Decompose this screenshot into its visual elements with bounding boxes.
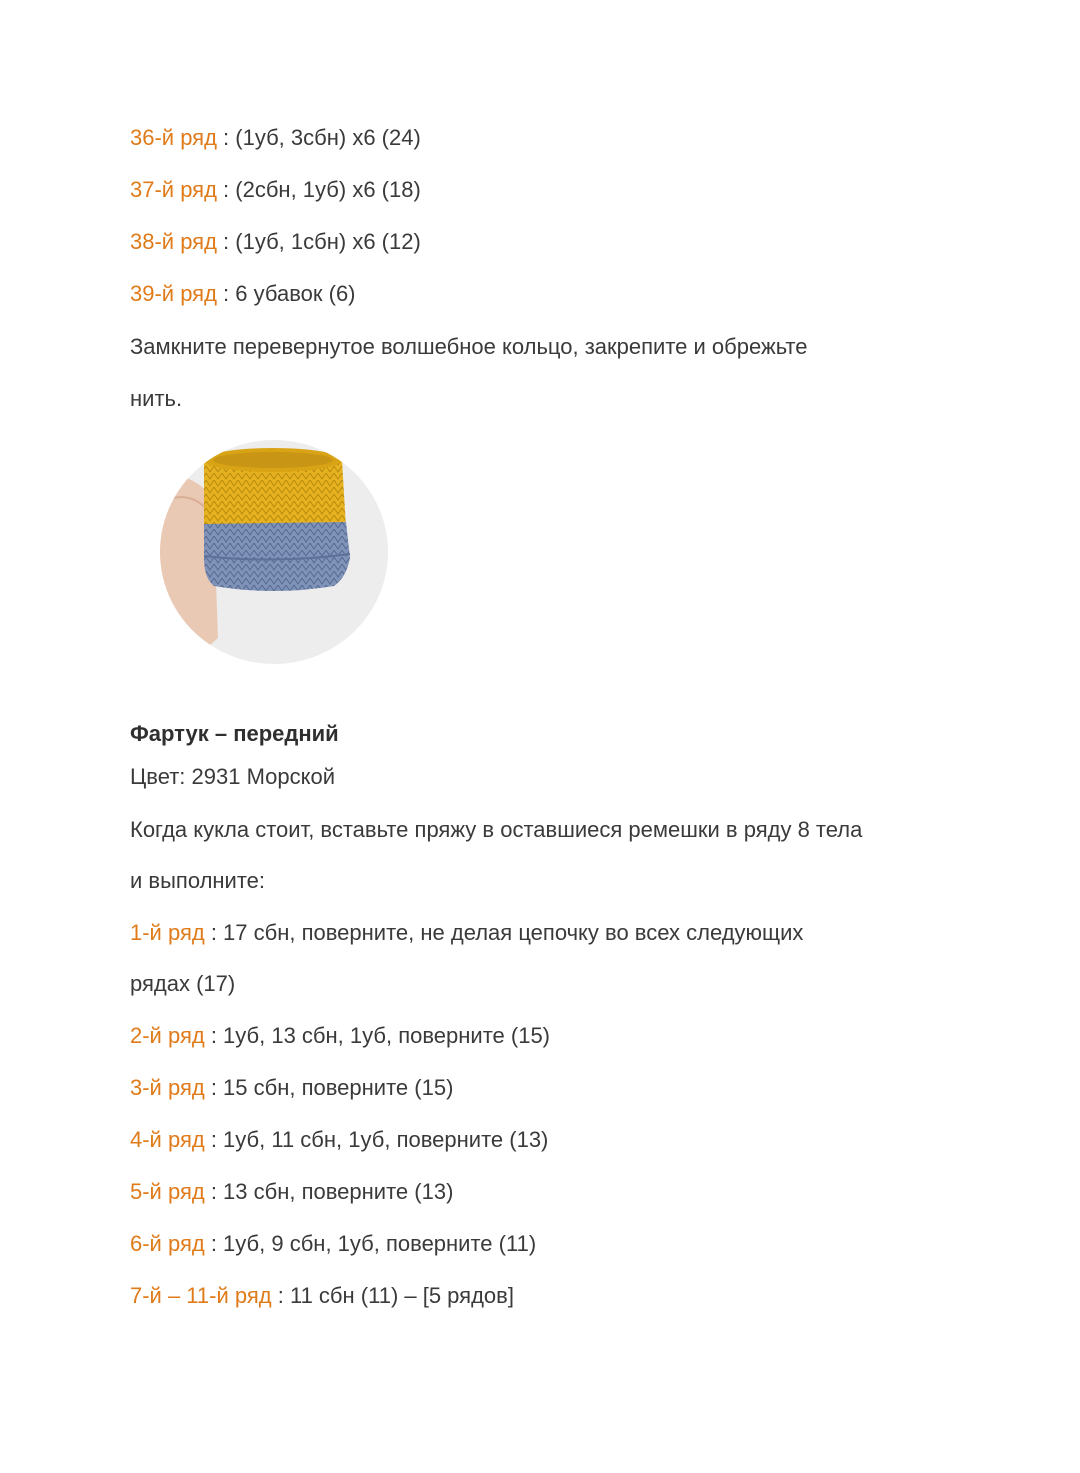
apron-row-2 [130,1021,550,1051]
row-instruction: : 11 сбн (11) – [5 рядов] [271,1283,514,1308]
row-label: 4-й ряд [130,1127,205,1152]
apron-row-7-11 [130,1281,514,1311]
row-label: 36-й ряд [130,125,217,150]
row-label: 39-й ряд [130,281,217,306]
row-instruction: : (1уб, 3сбн) х6 (24) [216,125,421,150]
apron-row-5 [130,1177,453,1207]
apron-row-4 [130,1125,548,1155]
row-label: 5-й ряд [130,1179,205,1204]
closing-text-line-2: нить. [130,386,183,411]
row-instruction: : 1уб, 13 сбн, 1уб, поверните (15) [204,1023,551,1048]
row-38 [130,227,421,257]
row-instruction: : 15 сбн, поверните (15) [204,1075,454,1100]
apron-row-3 [130,1073,453,1103]
row-label: 6-й ряд [130,1231,205,1256]
apron-row-6 [130,1229,536,1259]
row-instruction: : 1уб, 9 сбн, 1уб, поверните (11) [204,1231,537,1256]
intro-line-1: Когда кукла стоит, вставьте пряжу в оставшиеся ремешки в ряду 8 тела [130,817,863,842]
row-label: 1-й ряд [130,920,205,945]
apron-row-1-continued: рядах (17) [130,971,236,996]
row-label: 38-й ряд [130,229,217,254]
row-instruction: : (2сбн, 1уб) х6 (18) [216,177,421,202]
apron-row-1 [130,918,803,948]
row-39 [130,279,356,309]
row-instruction: : (1уб, 1сбн) х6 (12) [216,229,421,254]
row-37 [130,175,421,205]
row-instruction: : 13 сбн, поверните (13) [204,1179,454,1204]
row-instruction: : 6 убавок (6) [216,281,356,306]
row-instruction: : 1уб, 11 сбн, 1уб, поверните (13) [204,1127,549,1152]
section-heading: Фартук – передний [130,721,339,746]
row-label: 7-й – 11-й ряд [130,1283,272,1308]
closing-text-line-1: Замкните перевернутое волшебное кольцо, закрепите и обрежьте [130,334,808,359]
row-label: 3-й ряд [130,1075,205,1100]
crochet-piece-photo [158,438,390,666]
row-label: 2-й ряд [130,1023,205,1048]
row-instruction: : 17 сбн, поверните, не делая цепочку во всех следующих [204,920,804,945]
color-line: Цвет: 2931 Морской [130,764,336,789]
row-label: 37-й ряд [130,177,217,202]
intro-line-2: и выполните: [130,868,266,893]
row-36 [130,123,421,153]
